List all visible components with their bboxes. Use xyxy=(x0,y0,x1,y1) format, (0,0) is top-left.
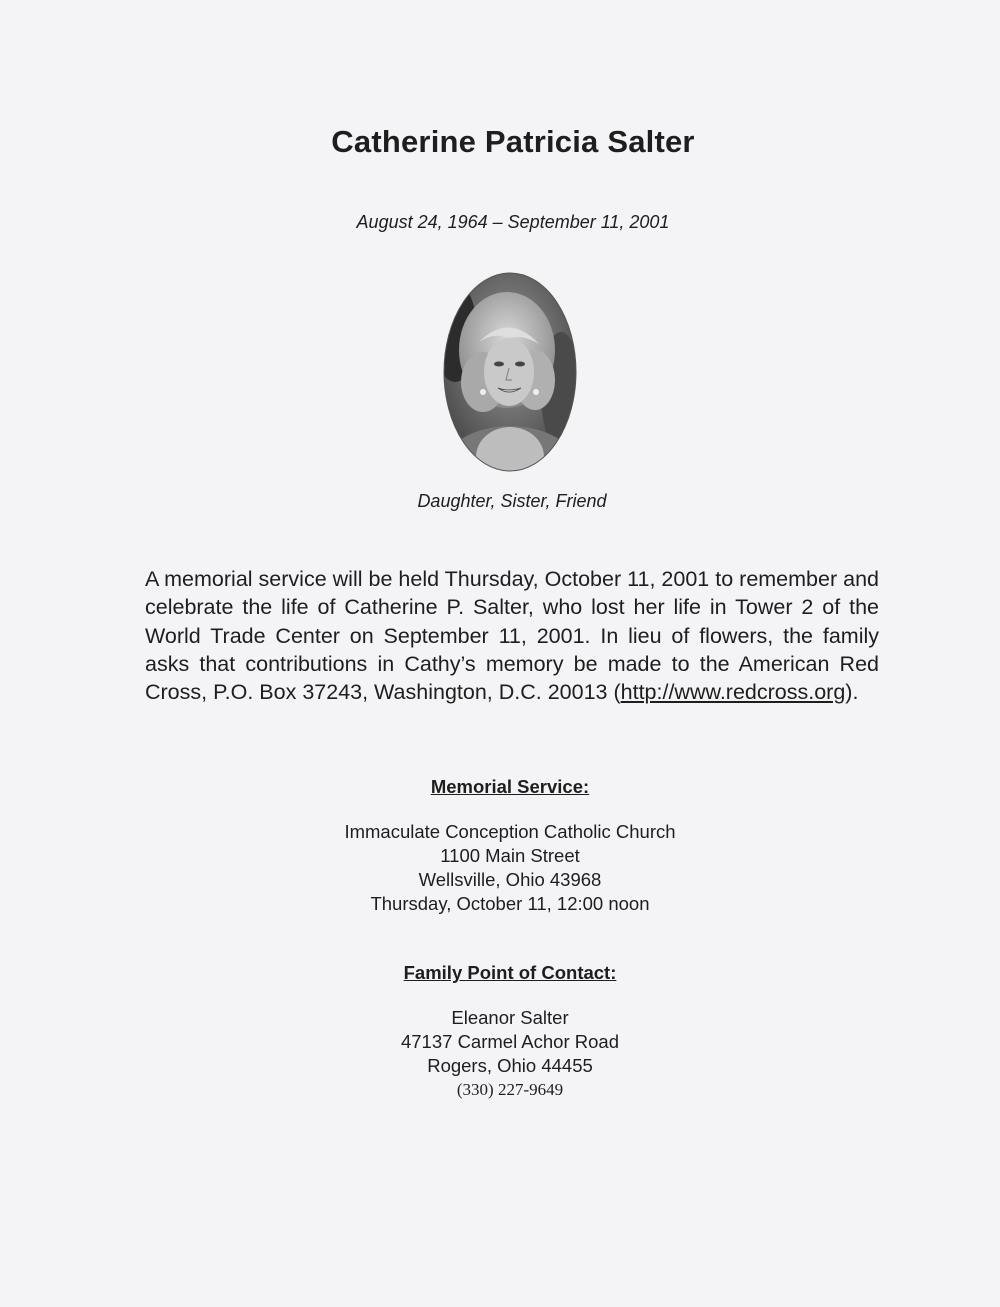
announcement-paragraph xyxy=(145,565,879,706)
contact-phone: (330) 227-9649 xyxy=(456,1080,564,1099)
memorial-service-heading: Memorial Service: xyxy=(430,776,590,797)
church-city: Wellsville, Ohio 43968 xyxy=(418,869,602,890)
church-name: Immaculate Conception Catholic Church xyxy=(344,821,676,842)
memorial-service-section xyxy=(0,775,1000,916)
family-contact-heading: Family Point of Contact: xyxy=(403,962,617,983)
life-dates: August 24, 1964 – September 11, 2001 xyxy=(356,212,670,232)
church-street: 1100 Main Street xyxy=(440,845,580,866)
announcement-text: A memorial service will be held Thursday, October 11, 2001 to remember and celebrate the life of Catherine P. Salter, who lost her life in Tower 2 of the World Trade Center on September 11, 2001. In lieu of flowers, the family asks that contributions in Cathy’s memory be made to the American Red Cross, P.O. Box 37243, Washington, D.C. 20013 ( xyxy=(145,567,879,705)
relationship-subtitle: Daughter, Sister, Friend xyxy=(417,491,607,511)
family-contact-section xyxy=(0,961,1000,1102)
redcross-link[interactable]: http://www.redcross.org xyxy=(620,680,846,705)
page-title: Catherine Patricia Salter xyxy=(331,124,695,159)
announcement-text-end: ). xyxy=(845,680,859,705)
contact-street: 47137 Carmel Achor Road xyxy=(400,1031,620,1052)
contact-city: Rogers, Ohio 44455 xyxy=(427,1055,593,1076)
contact-name: Eleanor Salter xyxy=(451,1007,569,1028)
portrait-photo xyxy=(443,272,577,472)
service-datetime: Thursday, October 11, 12:00 noon xyxy=(370,893,650,914)
